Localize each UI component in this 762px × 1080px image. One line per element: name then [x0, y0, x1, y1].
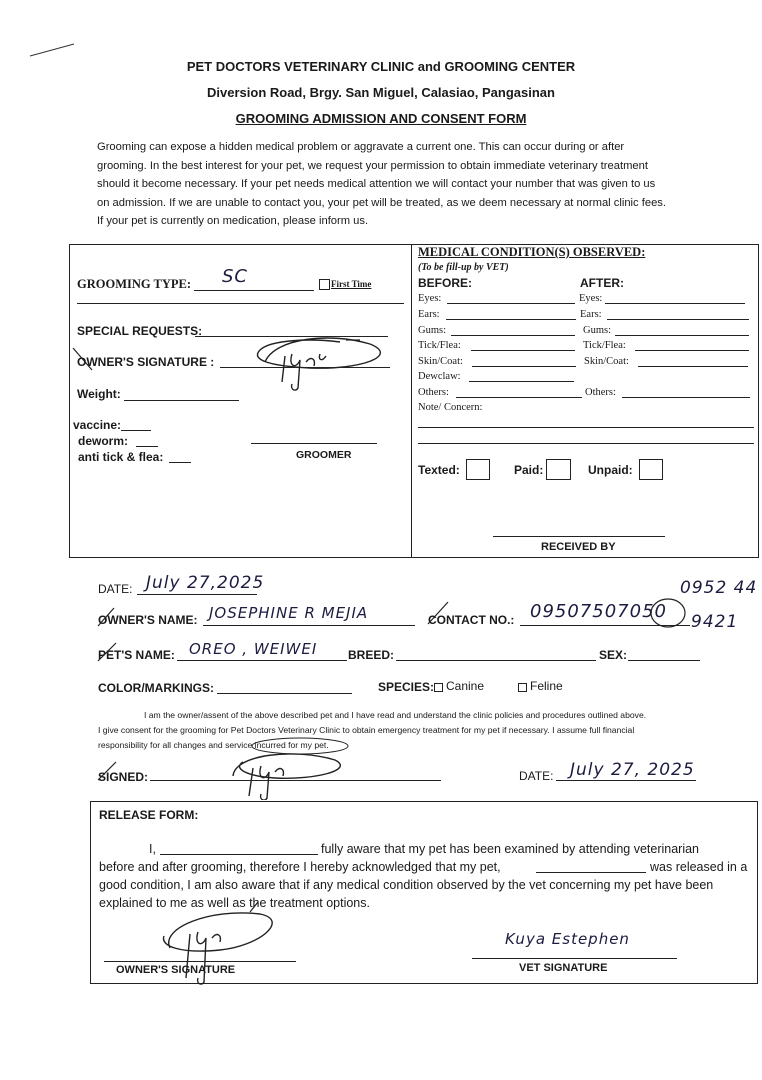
feline-checkbox[interactable] — [518, 683, 527, 692]
after-skincoat-line[interactable] — [638, 366, 748, 367]
intro-line: If your pet is currently on medication, please inform us. — [97, 215, 369, 227]
consent-line-2: I give consent for the grooming for Pet Doctors Veterinary Clinic to obtain emergency treatment for my pet if necessary. I assume full financial — [98, 725, 635, 735]
contact-label: CONTACT NO.: — [428, 613, 515, 627]
contact-correction-circle — [648, 596, 688, 630]
deworm-label: deworm: — [78, 434, 129, 448]
vet-name: Kuya Estephen — [505, 930, 630, 948]
pet-name-strike — [96, 641, 118, 663]
consent-line-3: responsibility for all changes and service incurred for my pet. — [98, 740, 329, 750]
color-markings-label: COLOR/MARKINGS: — [98, 681, 214, 695]
vaccine-line[interactable] — [121, 430, 151, 431]
after-tickflea-label: Tick/Flea: — [583, 340, 626, 351]
before-gums-label: Gums: — [418, 325, 447, 336]
owner-name-strike — [96, 606, 116, 628]
release-name-line[interactable] — [160, 854, 318, 855]
release-line-2a: before and after grooming, therefore I hereby acknowledged that my pet, — [99, 860, 501, 874]
grooming-type-value: SC — [222, 266, 248, 287]
paid-checkbox[interactable] — [546, 459, 571, 480]
groomer-line[interactable] — [251, 443, 377, 444]
release-line-2b: was released in a — [650, 860, 748, 874]
first-time-checkbox[interactable] — [319, 279, 330, 290]
before-dewclaw-line[interactable] — [469, 381, 574, 382]
color-markings-line[interactable] — [217, 693, 352, 694]
before-dewclaw-label: Dewclaw: — [418, 371, 461, 382]
before-ears-line[interactable] — [446, 319, 576, 320]
before-label: BEFORE: — [418, 276, 472, 290]
consent-line-1: I am the owner/assent of the above described pet and I have read and understand the clinic policies and procedures outlined above. — [144, 710, 647, 720]
antitick-label: anti tick & flea: — [78, 450, 164, 464]
release-i-label: I, — [149, 842, 156, 856]
after-ears-line[interactable] — [607, 319, 749, 320]
phone-extra-bottom: 9421 — [691, 612, 739, 632]
after-tickflea-line[interactable] — [635, 350, 749, 351]
vaccine-label: vaccine: — [73, 418, 122, 432]
intro-line: grooming. In the best interest for your pet, we request your permission to obtain immediate veterinary treatment — [97, 159, 648, 172]
intro-line: should it become necessary. If your pet needs medical attention we will contact your number that was given to us — [97, 178, 656, 190]
consent-date-line[interactable] — [556, 780, 696, 781]
before-others-line[interactable] — [456, 397, 582, 398]
after-gums-line[interactable] — [615, 335, 749, 336]
date-line[interactable] — [137, 594, 257, 595]
before-gums-line[interactable] — [451, 335, 575, 336]
date-label: DATE: — [98, 582, 133, 596]
vet-sig-label: VET SIGNATURE — [519, 962, 608, 974]
after-gums-label: Gums: — [583, 325, 612, 336]
before-skincoat-line[interactable] — [472, 366, 576, 367]
received-by-line[interactable] — [493, 536, 665, 537]
contact-value: 09507507050 — [530, 601, 667, 622]
note-concern-label: Note/ Concern: — [418, 402, 483, 413]
intro-paragraph — [97, 138, 704, 231]
after-others-label: Others: — [585, 387, 616, 398]
note-line-2[interactable] — [418, 443, 754, 444]
species-label: SPECIES: — [378, 680, 435, 694]
breed-line[interactable] — [396, 660, 596, 661]
owner-name-label: OWNER'S NAME: — [98, 613, 198, 627]
breed-label: BREED: — [348, 648, 395, 662]
signed-strike — [96, 760, 118, 782]
consent-date-label: DATE: — [519, 769, 554, 783]
pet-name-line[interactable] — [177, 660, 347, 661]
sex-line[interactable] — [628, 660, 700, 661]
grooming-type-line[interactable] — [194, 290, 314, 291]
date-value: July 27,2025 — [146, 573, 265, 593]
vet-sig-line[interactable] — [472, 958, 677, 959]
antitick-line[interactable] — [169, 462, 191, 463]
intro-line: on admission. If we are unable to contact you, your pet will be treated, as we deem necessary at normal clinic fees. — [97, 196, 666, 209]
before-skincoat-label: Skin/Coat: — [418, 356, 463, 367]
phone-extra-top: 0952 44 — [680, 578, 758, 598]
intro-line: Grooming can expose a hidden medical problem or aggravate a current one. This can occur during or after — [97, 141, 625, 153]
groomer-label: GROOMER — [296, 449, 352, 461]
before-tickflea-line[interactable] — [471, 350, 575, 351]
after-label: AFTER: — [580, 276, 624, 290]
pet-name-label: PET'S NAME: — [98, 648, 175, 662]
owner-signature-label: OWNER'S SIGNATURE : — [77, 355, 215, 369]
release-line-1: fully aware that my pet has been examined by attending veterinarian — [321, 842, 700, 856]
after-eyes-line[interactable] — [605, 303, 745, 304]
after-eyes-label: Eyes: — [579, 293, 603, 304]
grooming-type-label: GROOMING TYPE: — [77, 277, 192, 291]
owner-sig-line[interactable] — [104, 961, 296, 962]
unpaid-checkbox[interactable] — [639, 459, 663, 480]
texted-checkbox[interactable] — [466, 459, 490, 480]
before-eyes-line[interactable] — [447, 303, 575, 304]
owner-signature-1 — [70, 326, 390, 394]
signed-label: SIGNED: — [98, 770, 149, 784]
release-line-3: good condition, I am also aware that if any medical condition observed by the vet concerning my pet have been — [99, 878, 714, 892]
medical-condition-title: MEDICAL CONDITION(S) OBSERVED: — [418, 245, 646, 259]
first-time-label: First Time — [331, 279, 372, 289]
clinic-address: Diversion Road, Brgy. San Miguel, Calasiao, Pangasinan — [207, 85, 555, 100]
owner-name-value: JOSEPHINE R MEJIA — [209, 604, 369, 622]
note-line-1[interactable] — [418, 427, 754, 428]
release-title: RELEASE FORM: — [99, 808, 199, 822]
feline-label: Feline — [530, 679, 563, 693]
release-line-4: explained to me as well as the treatment options. — [99, 896, 370, 910]
pet-name-value: OREO , WEIWEI — [189, 640, 318, 658]
grooming-type-extra-line[interactable] — [77, 303, 404, 304]
release-pet-line[interactable] — [536, 872, 646, 873]
before-eyes-label: Eyes: — [418, 293, 442, 304]
texted-label: Texted: — [418, 463, 460, 477]
medical-condition-subtitle: (To be fill-up by VET) — [418, 262, 509, 273]
owner-name-line[interactable] — [203, 625, 415, 626]
owner-signature-2 — [225, 746, 345, 800]
canine-checkbox[interactable] — [434, 683, 443, 692]
form-title: GROOMING ADMISSION AND CONSENT FORM — [235, 111, 527, 126]
sex-label: SEX: — [599, 648, 628, 662]
after-skincoat-label: Skin/Coat: — [584, 356, 629, 367]
special-requests-label: SPECIAL REQUESTS: — [77, 324, 203, 338]
weight-line[interactable] — [124, 400, 239, 401]
before-tickflea-label: Tick/Flea: — [418, 340, 461, 351]
before-ears-label: Ears: — [418, 309, 440, 320]
contact-strike — [426, 600, 450, 626]
after-others-line[interactable] — [622, 397, 750, 398]
table-divider — [411, 244, 412, 557]
after-ears-label: Ears: — [580, 309, 602, 320]
canine-label: Canine — [446, 679, 485, 693]
before-others-label: Others: — [418, 387, 449, 398]
unpaid-label: Unpaid: — [588, 463, 633, 477]
deworm-line[interactable] — [136, 446, 158, 447]
consent-date-value: July 27, 2025 — [570, 760, 695, 780]
clinic-name: PET DOCTORS VETERINARY CLINIC and GROOMING CENTER — [186, 59, 576, 74]
owner-sig-label: OWNER'S SIGNATURE — [116, 964, 236, 976]
received-by-label: RECEIVED BY — [541, 541, 616, 553]
stray-pen-mark — [28, 40, 78, 60]
paid-label: Paid: — [514, 463, 544, 477]
weight-label: Weight: — [77, 387, 121, 401]
